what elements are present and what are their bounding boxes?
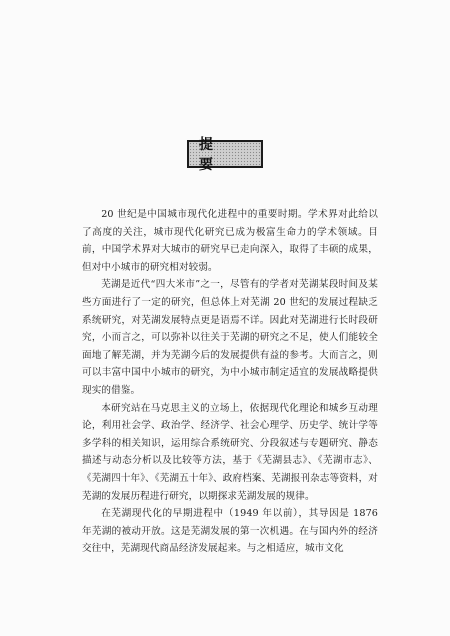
abstract-heading-box	[187, 137, 263, 173]
paragraph-4: 在芜湖现代化的早期进程中（1949 年以前），其导因是 1876 年芜湖的被动开放。这是芜湖发展的第一次机遇。在与国内外的经济交往中，芜湖现代商品经济发展起来。与之相适应，城市文化	[82, 508, 378, 555]
paragraph-2: 芜湖是近代“四大米市”之一，尽管有的学者对芜湖某段时间及某些方面进行了一定的研究，但总体上对芜湖 20 世纪的发展过程缺乏系统研究，对芜湖发展特点更是语焉不详。因此对芜湖进行长时段研究，小而言之，可以弥补以往关于芜湖的研究之不足，使人们能较全面地了解芜湖，并为芜湖今后的发展提供有益的参考。大而言之，则可以丰富中国中小城市的研究，为中小城市制定适宜的发展战略提供现实的借鉴。	[82, 279, 378, 396]
abstract-heading: 提 要	[199, 137, 223, 173]
abstract-body	[82, 206, 378, 558]
paragraph-1: 20 世纪是中国城市现代化进程中的重要时期。学术界对此给以了高度的关注，城市现代化研究已成为极富生命力的学术领域。目前，中国学术界对大城市的研究早已走向深入，取得了丰硕的成果，但对中小城市的研究相对较弱。	[82, 209, 378, 273]
paragraph-3: 本研究站在马克思主义的立场上，依据现代化理论和城乡互动理论，利用社会学、政治学、经济学、社会心理学、历史学、统计学等多学科的相关知识，运用综合系统研究、分段叙述与专题研究、静态描述与动态分析以及比较等方法，基于《芜湖县志》、《芜湖市志》、《芜湖四十年》、《芜湖五十年》、政府档案、芜湖报刊杂志等资料，对芜湖的发展历程进行研究，以期探求芜湖发展的规律。	[82, 402, 378, 502]
